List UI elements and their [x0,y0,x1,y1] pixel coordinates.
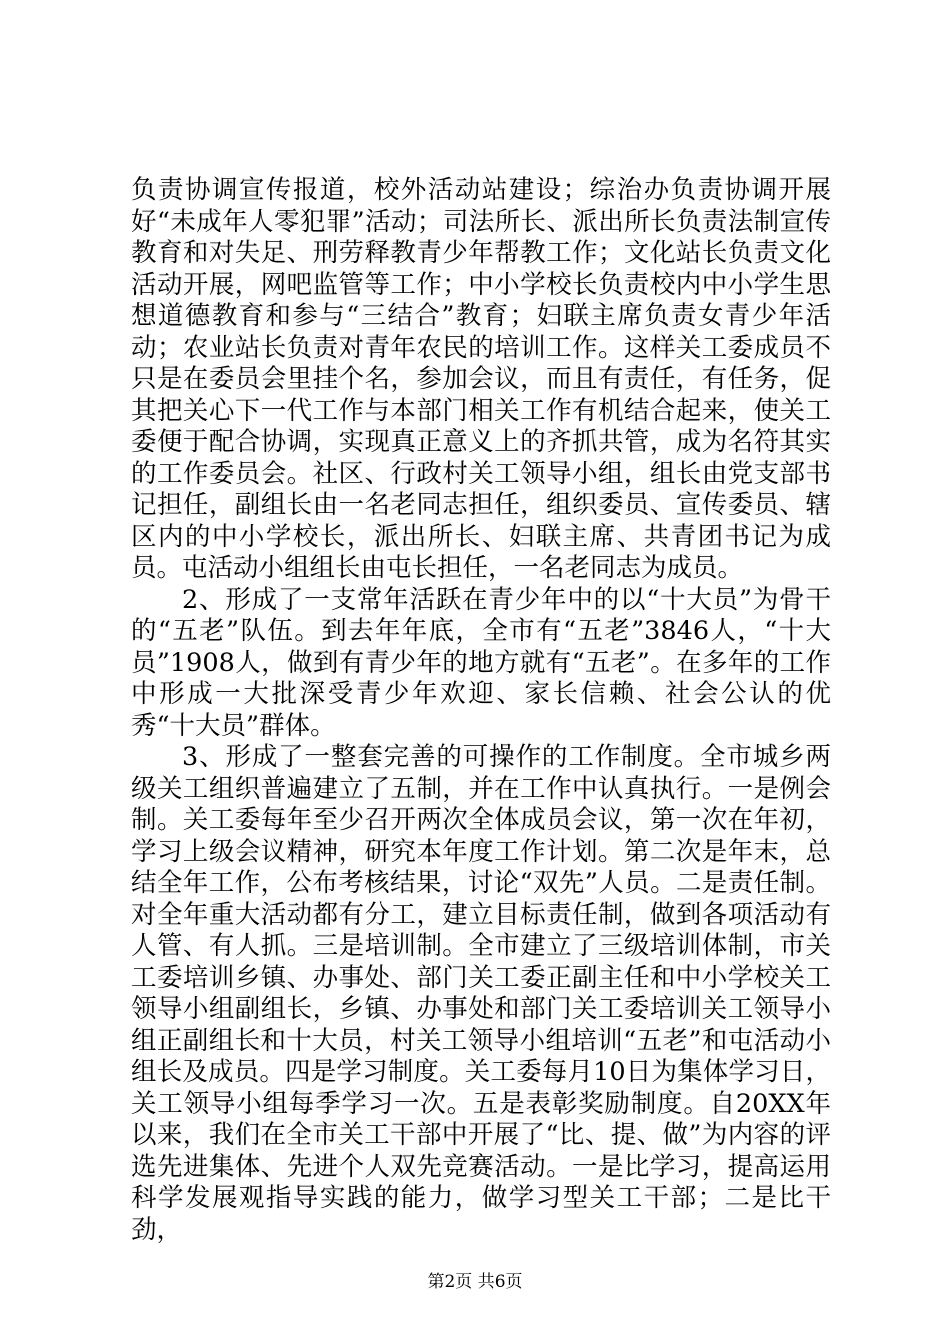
document-body [131,175,831,1246]
paragraph-1: 负责协调宣传报道，校外活动站建设；综治办负责协调开展好“未成年人零犯罪”活动；司法所长、派出所长负责法制宣传教育和对失足、刑劳释教青少年帮教工作；文化站长负责文化活动开展，网吧监管等工作；中小学校长负责校内中小学生思想道德教育和参与“三结合”教育；妇联主席负责女青少年活动；农业站长负责对青年农民的培训工作。这样关工委成员不只是在委员会里挂个名，参加会议，而且有责任，有任务，促其把关心下一代工作与本部门相关工作有机结合起来，使关工委便于配合协调，实现真正意义上的齐抓共管，成为名符其实的工作委员会。社区、行政村关工领导小组，组长由党支部书记担任，副组长由一名老同志担任，组织委员、宣传委员、辖区内的中小学校长，派出所长、妇联主席、共青团书记为成员。屯活动小组组长由屯长担任，一名老同志为成员。 [131,175,831,583]
page-number-label: 第2页 共6页 [427,1272,523,1292]
page-footer [0,1267,950,1292]
paragraph-2: 2、形成了一支常年活跃在青少年中的以“十大员”为骨干的“五老”队伍。到去年年底，全市有“五老”3846人，“十大员”1908人，做到有青少年的地方就有“五老”。在多年的工作中形成一大批深受青少年欢迎、家长信赖、社会公认的优秀“十大员”群体。 [131,584,831,741]
paragraph-3: 3、形成了一整套完善的可操作的工作制度。全市城乡两级关工组织普遍建立了五制，并在工作中认真执行。一是例会制。关工委每年至少召开两次全体成员会议，第一次在年初，学习上级会议精神，研究本年度工作计划。第二次是年末，总结全年工作，公布考核结果，讨论“双先”人员。二是责任制。对全年重大活动都有分工，建立目标责任制，做到各项活动有人管、有人抓。三是培训制。全市建立了三级培训体制，市关工委培训乡镇、办事处、部门关工委正副主任和中小学校关工领导小组副组长，乡镇、办事处和部门关工委培训关工领导小组正副组长和十大员，村关工领导小组培训“五老”和屯活动小组长及成员。四是学习制度。关工委每月10日为集体学习日，关工领导小组每季学习一次。五是表彰奖励制度。自20XX年以来，我们在全市关工干部中开展了“比、提、做”为内容的评选先进集体、先进个人双先竞赛活动。一是比学习，提高运用科学发展观指导实践的能力，做学习型关工干部；二是比干劲， [131,742,831,1245]
